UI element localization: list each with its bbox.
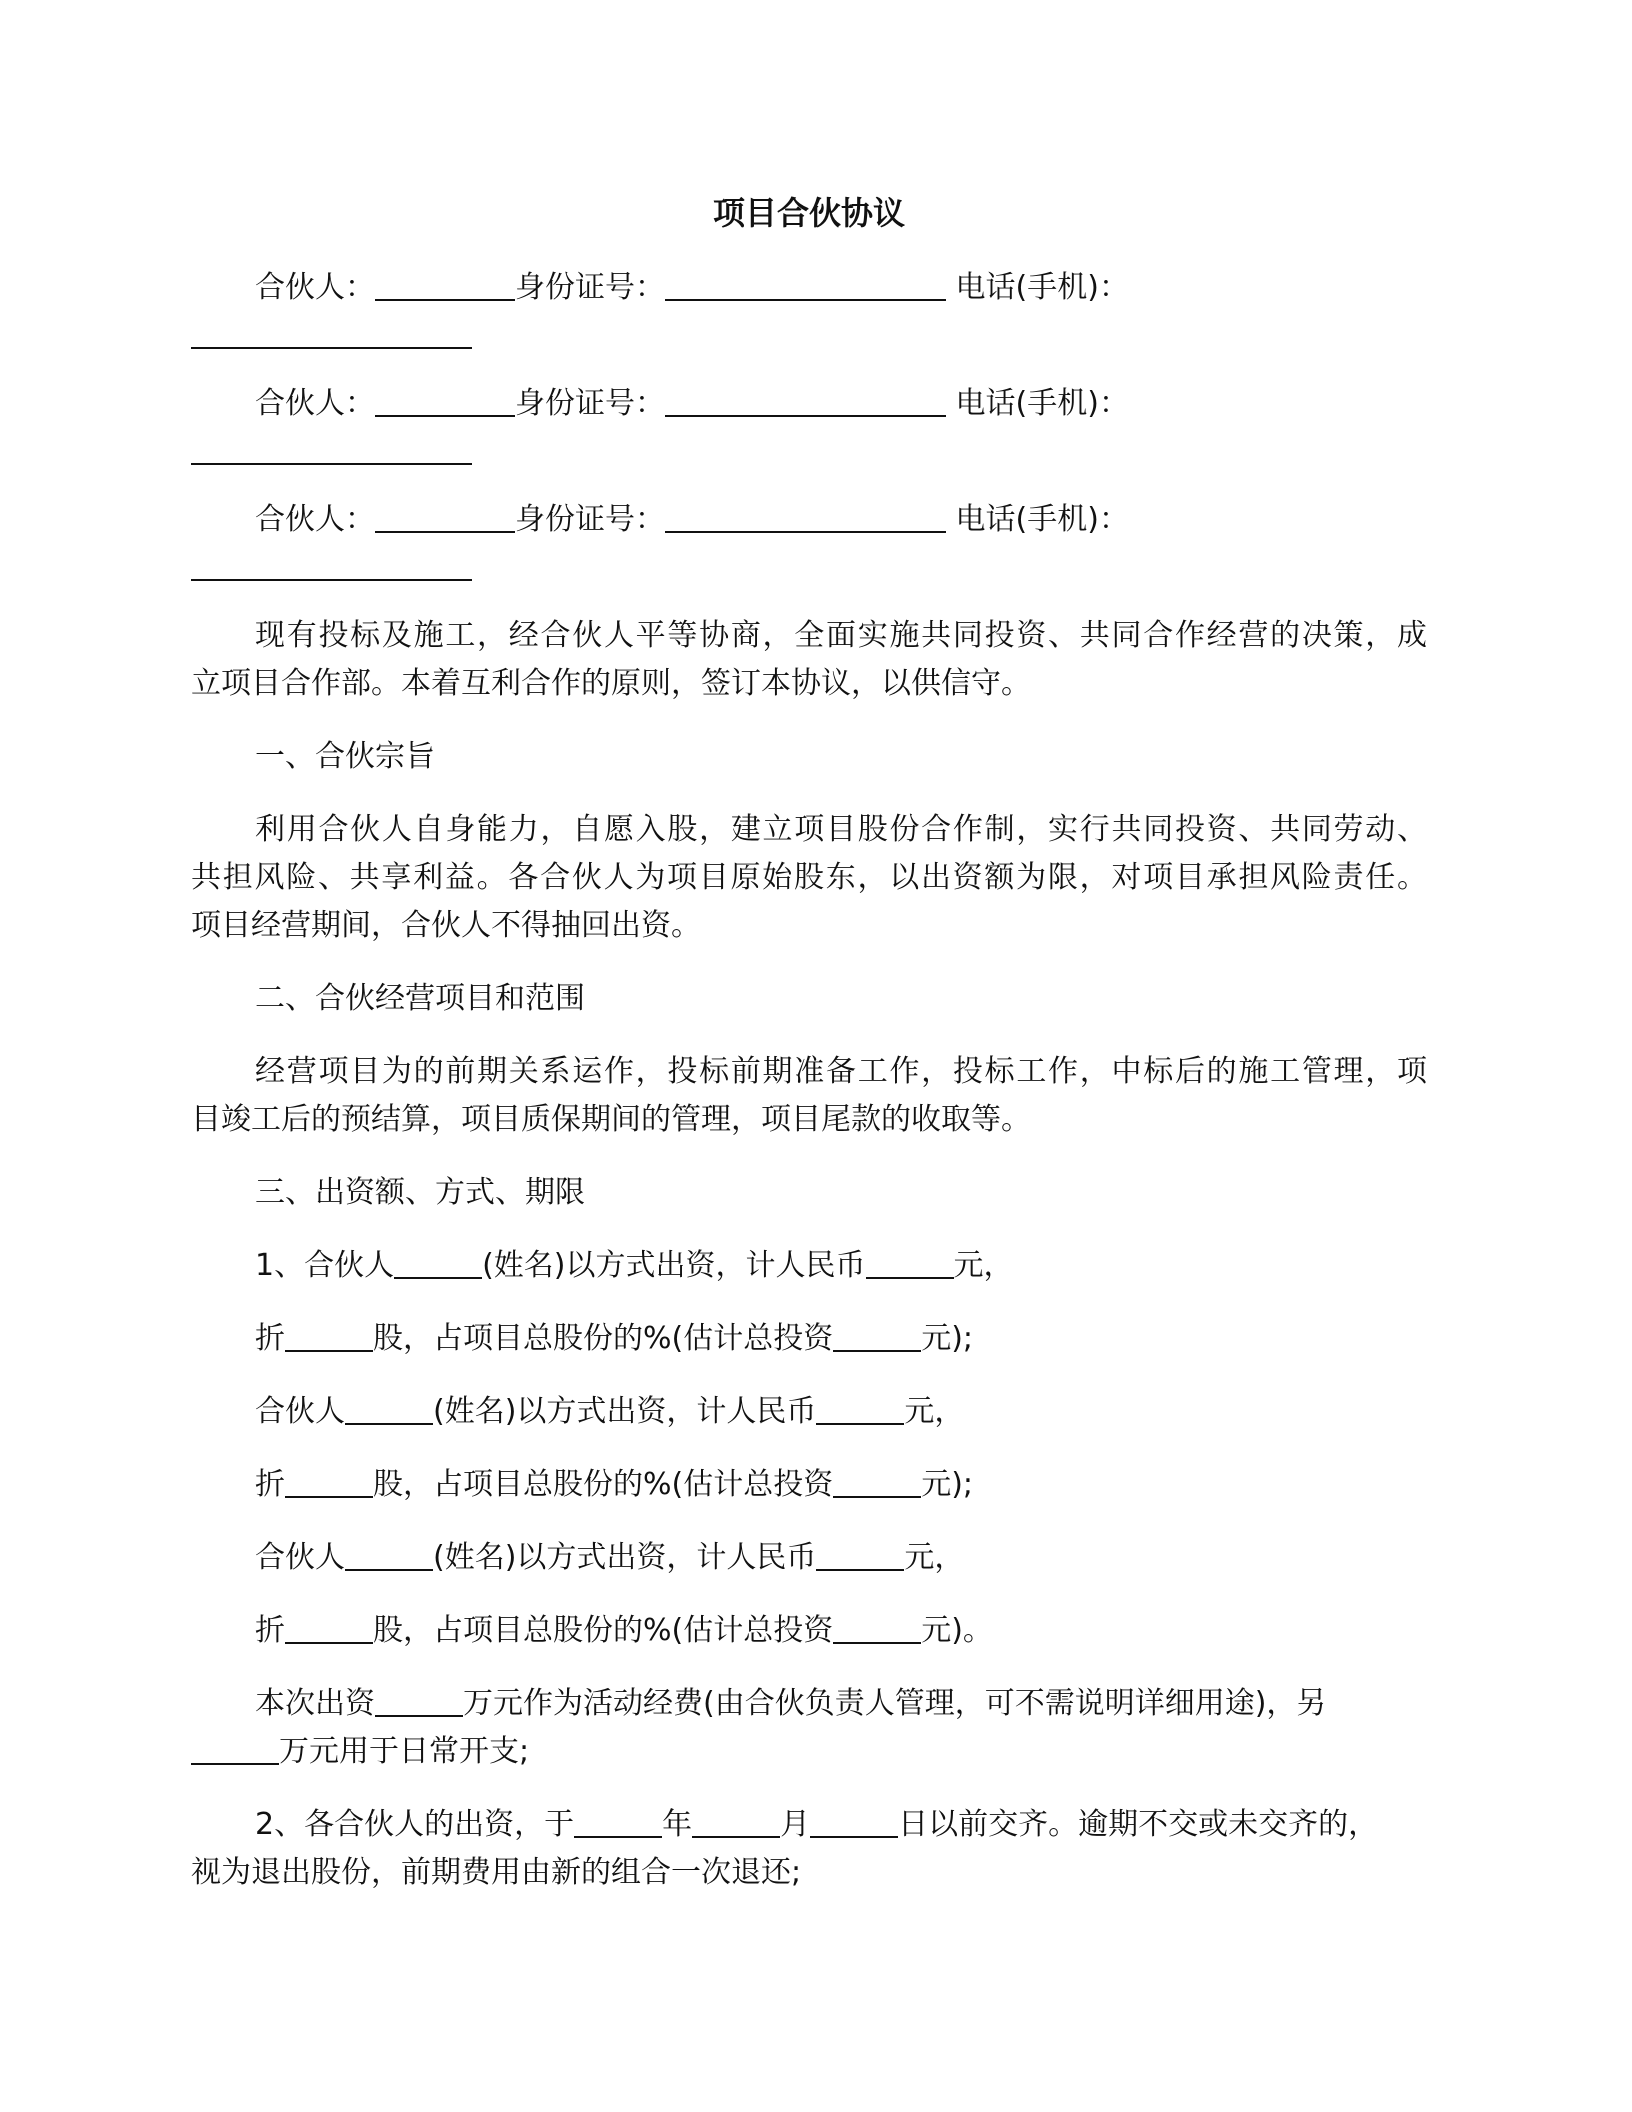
item-2-paragraph <box>191 1801 1427 1897</box>
partner-info-1 <box>191 264 1427 360</box>
phone-label: 电话(手机)： <box>955 270 1129 305</box>
contribution-3-line-a <box>191 1534 1427 1582</box>
section-1-body <box>191 806 1427 950</box>
phone-label: 电话(手机)： <box>955 502 1129 537</box>
text: 元)。 <box>921 1613 993 1648</box>
document-page <box>191 189 1427 1922</box>
text: 元); <box>921 1467 974 1502</box>
intro-paragraph <box>191 612 1427 708</box>
shares-blank[interactable] <box>285 1320 373 1352</box>
item-number: 1、 <box>255 1248 305 1283</box>
text: 2、各合伙人的出资，于 <box>255 1807 575 1842</box>
name-blank[interactable] <box>345 1393 433 1425</box>
partner-name-blank[interactable] <box>375 385 515 417</box>
total-blank[interactable] <box>833 1466 921 1498</box>
text: 日以前交齐。逾期不交或未交齐的， <box>898 1807 1379 1842</box>
partner-info-2 <box>191 380 1427 476</box>
text: 股，占项目总股份的%(估计总投资 <box>373 1613 834 1648</box>
text-line: 视为退出股份，前期费用由新的组合一次退还; <box>191 1855 802 1890</box>
contribution-1-line-b <box>191 1315 1427 1363</box>
text: 元， <box>904 1394 965 1429</box>
day-blank[interactable] <box>810 1806 898 1838</box>
text: 元， <box>953 1248 1014 1283</box>
text-line: 目竣工后的预结算，项目质保期间的管理，项目尾款的收取等。 <box>191 1102 1031 1137</box>
id-label: 身份证号： <box>515 502 665 537</box>
name-blank[interactable] <box>394 1247 482 1279</box>
text: 股，占项目总股份的%(估计总投资 <box>373 1467 834 1502</box>
contribution-2-line-a <box>191 1388 1427 1436</box>
heading-text: 一、合伙宗旨 <box>255 739 435 774</box>
month-blank[interactable] <box>692 1806 780 1838</box>
text-line: 项目经营期间，合伙人不得抽回出资。 <box>191 908 701 943</box>
id-number-blank[interactable] <box>665 269 946 301</box>
daily-fund-blank[interactable] <box>191 1733 279 1765</box>
id-number-blank[interactable] <box>665 501 946 533</box>
year-blank[interactable] <box>574 1806 662 1838</box>
partner-name-blank[interactable] <box>375 501 515 533</box>
contribution-3-line-b <box>191 1607 1427 1655</box>
activity-fund-blank[interactable] <box>375 1685 463 1717</box>
text: 合伙人 <box>304 1248 395 1283</box>
text: 月 <box>780 1807 811 1842</box>
text: 年 <box>662 1807 693 1842</box>
text: (姓名)以方式出资，计人民币 <box>482 1248 866 1283</box>
heading-text: 二、合伙经营项目和范围 <box>255 981 585 1016</box>
phone-blank[interactable] <box>191 317 472 349</box>
text: 股，占项目总股份的%(估计总投资 <box>373 1321 834 1356</box>
text-line: 利用合伙人自身能力，自愿入股，建立项目股份合作制，实行共同投资、共同劳动、 <box>255 812 1427 847</box>
shares-blank[interactable] <box>285 1612 373 1644</box>
text-line: 现有投标及施工，经合伙人平等协商，全面实施共同投资、共同合作经营的决策，成 <box>255 618 1427 653</box>
id-number-blank[interactable] <box>665 385 946 417</box>
funds-paragraph <box>191 1680 1427 1776</box>
partner-label: 合伙人： <box>255 502 375 537</box>
phone-blank[interactable] <box>191 549 472 581</box>
partner-info-3 <box>191 496 1427 592</box>
section-1-heading <box>191 733 1427 781</box>
text: 元); <box>921 1321 974 1356</box>
text: 折 <box>255 1467 285 1502</box>
text: 合伙人 <box>255 1394 345 1429</box>
phone-blank[interactable] <box>191 433 472 465</box>
amount-blank[interactable] <box>816 1393 904 1425</box>
name-blank[interactable] <box>345 1539 433 1571</box>
amount-blank[interactable] <box>866 1247 954 1279</box>
text-line: 经营项目为的前期关系运作，投标前期准备工作，投标工作，中标后的施工管理，项 <box>255 1054 1427 1089</box>
document-title: 项目合伙协议 <box>712 194 905 232</box>
id-label: 身份证号： <box>515 386 665 421</box>
text: (姓名)以方式出资，计人民币 <box>433 1394 817 1429</box>
text: 万元作为活动经费(由合伙负责人管理，可不需说明详细用途)，另 <box>463 1686 1327 1721</box>
contribution-2-line-b <box>191 1461 1427 1509</box>
section-2-heading <box>191 975 1427 1023</box>
text-line: 立项目合作部。本着互利合作的原则，签订本协议，以供信守。 <box>191 666 1031 701</box>
text: 本次出资 <box>255 1686 375 1721</box>
text: 合伙人 <box>255 1540 345 1575</box>
contribution-1-line-a <box>191 1242 1427 1290</box>
total-blank[interactable] <box>833 1320 921 1352</box>
phone-label: 电话(手机)： <box>955 386 1129 421</box>
shares-blank[interactable] <box>285 1466 373 1498</box>
partner-name-blank[interactable] <box>375 269 515 301</box>
partner-label: 合伙人： <box>255 270 375 305</box>
text: 折 <box>255 1613 285 1648</box>
total-blank[interactable] <box>833 1612 921 1644</box>
id-label: 身份证号： <box>515 270 665 305</box>
text: 万元用于日常开支; <box>279 1734 530 1769</box>
text: (姓名)以方式出资，计人民币 <box>433 1540 817 1575</box>
partner-label: 合伙人： <box>255 386 375 421</box>
section-3-heading <box>191 1169 1427 1217</box>
text-line: 共担风险、共享利益。各合伙人为项目原始股东，以出资额为限，对项目承担风险责任。 <box>191 860 1427 895</box>
heading-text: 三、出资额、方式、期限 <box>255 1175 585 1210</box>
text: 元， <box>904 1540 965 1575</box>
text: 折 <box>255 1321 285 1356</box>
section-2-body <box>191 1048 1427 1144</box>
amount-blank[interactable] <box>816 1539 904 1571</box>
